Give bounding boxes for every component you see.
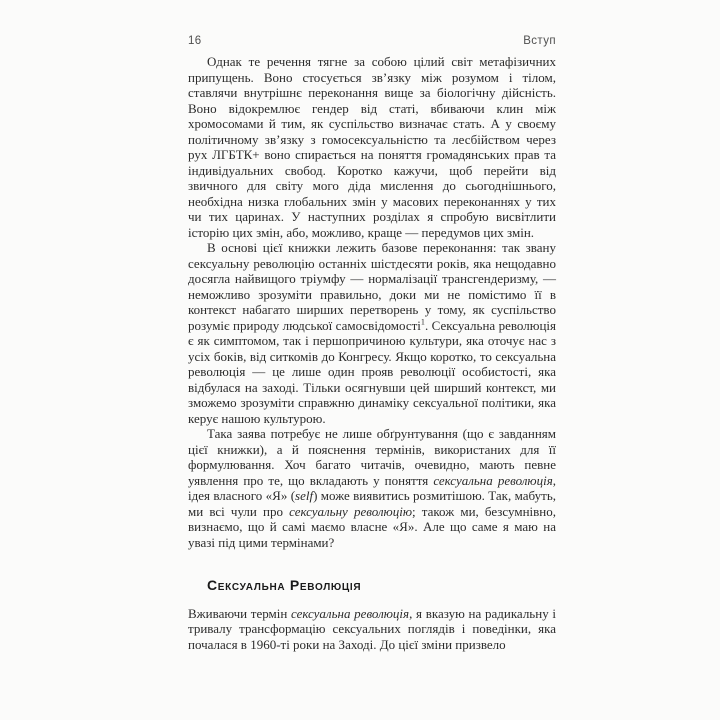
text-run: сексуальну революцію [289, 503, 412, 519]
section-heading: Сексуальна Революція [207, 577, 362, 593]
paragraph-4 [188, 606, 556, 653]
footnote-marker: 1 [420, 317, 425, 327]
text-run: , я вказую на радикальну і тривалу трансформацію сексуальних поглядів і поведінки, яка почалася в 1960-ті роки на Заході. До цієї зміни призвело [188, 605, 557, 652]
running-title: Вступ [523, 35, 556, 47]
text-run: Така заява потребує не лише обґрунтування (що є завданням цієї книжки), а й пояснення термінів, використаних для її формулювання. Хоч багато читачів, очевидно, мають певне уявлення про те, що вкладають у поняття [188, 426, 556, 488]
text-run: сексуальна революція [433, 472, 553, 488]
text-run: Однак те речення тягне за собою цілий світ метафізичних припущень. Воно стосується зв’язку між розумом і тілом, ставлячи внутрішнє переконання вище за біологічну дійсність. Воно відокремлює гендер від статі, вбиваючи клин між хромосомами й тим, як суспільство визначає стать. А у своєму політичному зв’язку з гомосексуальністю та лесбійством через рух ЛГБТК+ воно спирається на поняття громадянських прав та індивідуальних свобод. Коротко кажучи, щоб перейти від звичного для світу мого діда мислення до сьогоднішнього, необхідна низка глобальних змін у масових переконаннях у тих чи тих царинах. У наступних розділах я спробую висвітлити історію цих змін, або, можливо, краще — передумов цих змін. [188, 54, 556, 240]
text-run: self [295, 488, 314, 503]
paragraph-2 [188, 240, 556, 426]
text-run: . Сексуальна революція є як симптомом, так і першопричиною культури, яка оточує нас з усіх боків, від ситкомів до Конгресу. Якщо коротко, то сексуальна революція — це лише один прояв революції особистості, яка відбулася на заході. Тільки осягнувши цей ширший контекст, ми зможемо зрозуміти справжню динаміку сексуальної політики, яка керує нашою культурою. [188, 317, 556, 426]
text-run: , ідея власного «Я» ( [188, 472, 556, 503]
text-run: ) може виявитись розмитішою. Так, мабуть, ми всі чули про [188, 488, 557, 519]
text-block [188, 54, 556, 652]
paragraph-1 [188, 54, 556, 240]
running-head [188, 35, 556, 47]
text-run: В основі цієї книжки лежить базове переконання: так звану сексуальну революцію останніх шістдесяти років, яка нещодавно досягла найвищого тріумфу — нормалізації трансгендеризму, — неможливо зрозуміти правильно, доки ми не помістимо її в контекст набагато ширших перетворень у тому, як суспільство розуміє природу людської самосвідомості [188, 240, 556, 333]
text-run: ; також ми, безсумнівно, визнаємо, що й самі маємо власне «Я». Але що саме я маю на увазі під цими термінами? [188, 503, 556, 550]
page-number: 16 [188, 35, 202, 47]
paragraph-3 [188, 426, 556, 550]
text-run: Вживаючи термін [188, 605, 292, 621]
text-run: сексуальна революція [291, 605, 410, 621]
